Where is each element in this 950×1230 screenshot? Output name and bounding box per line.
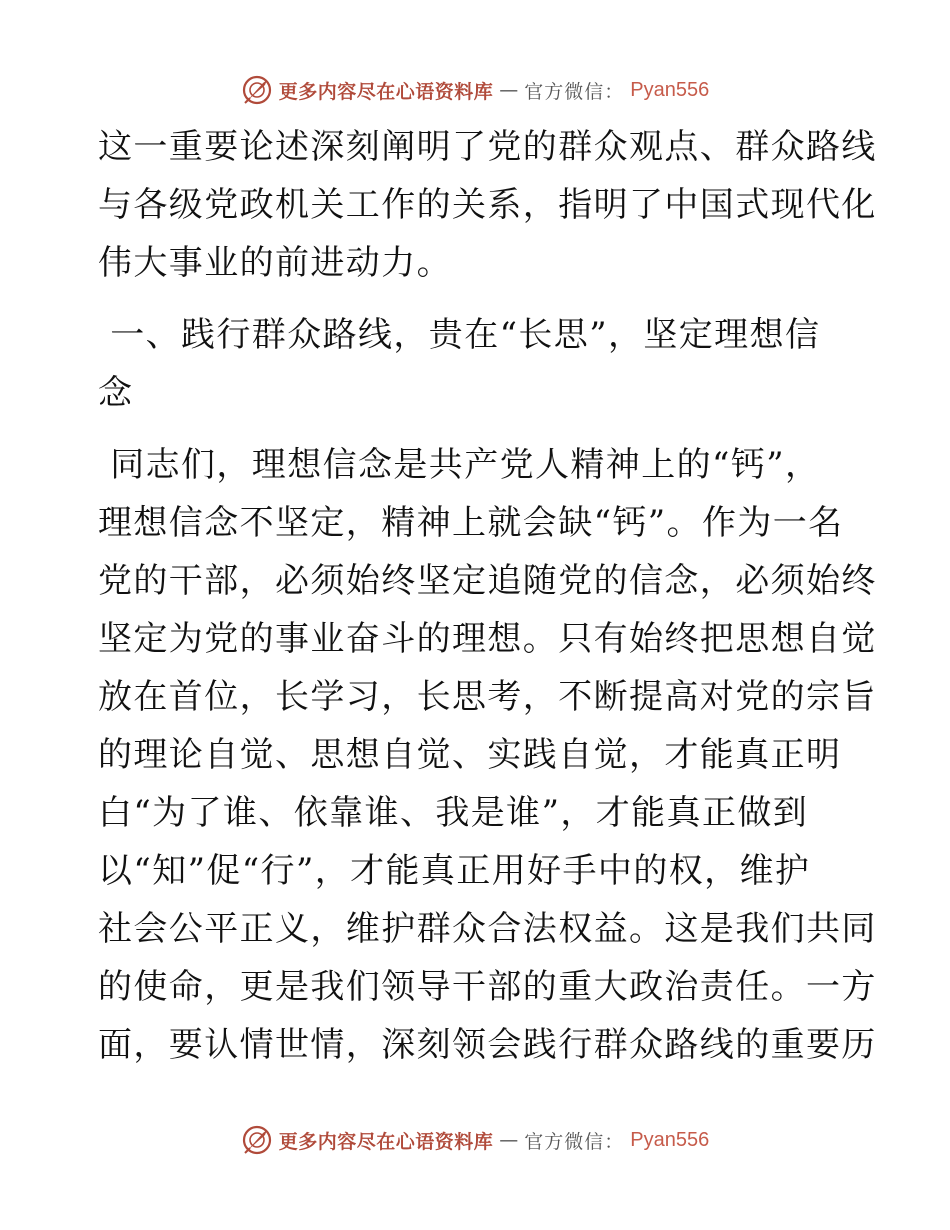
- banner-wechat-label: 官方微信：: [524, 80, 625, 103]
- banner-separator: —: [499, 1129, 519, 1151]
- text-line: 的理论自觉、思想自觉、实践自觉，才能真正明: [98, 735, 842, 775]
- quill-logo-icon: [241, 74, 273, 106]
- heading-line: 念: [98, 373, 134, 413]
- text-line: 面，要认情世情，深刻领会践行群众路线的重要历: [98, 1025, 877, 1065]
- text-line: 白“为了谁、依靠谁、我是谁”，才能真正做到: [98, 793, 809, 833]
- text-line: 社会公平正义，维护群众合法权益。这是我们共同: [98, 909, 877, 949]
- footer-banner: [0, 1120, 950, 1160]
- text-line: 党的干部，必须始终坚定追随党的信念，必须始终: [98, 561, 877, 601]
- banner-title: 更多内容尽在心语资料库: [278, 1130, 494, 1153]
- text-line: 的使命，更是我们领导干部的重大政治责任。一方: [98, 967, 877, 1007]
- banner-wechat-id: Pyan556: [630, 78, 710, 101]
- text-line: 以“知”促“行”，才能真正用好手中的权，维护: [98, 851, 811, 891]
- text-line: 理想信念不坚定，精神上就会缺“钙”。作为一名: [98, 503, 844, 543]
- text-line: 这一重要论述深刻阐明了党的群众观点、群众路线: [98, 127, 877, 167]
- text-line: 同志们，理想信念是共产党人精神上的“钙”，: [98, 445, 821, 485]
- header-banner: [0, 70, 950, 110]
- text-line: 伟大事业的前进动力。: [98, 243, 452, 283]
- banner-title: 更多内容尽在心语资料库: [278, 80, 494, 103]
- paragraph-body: [98, 436, 877, 1074]
- banner-wechat-id: Pyan556: [630, 1128, 710, 1151]
- document-body: [98, 118, 877, 1074]
- paragraph-intro: [98, 118, 877, 292]
- text-line: 坚定为党的事业奋斗的理想。只有始终把思想自觉: [98, 619, 877, 659]
- quill-logo-icon: [241, 1124, 273, 1156]
- section-heading: [98, 306, 858, 422]
- text-line: 与各级党政机关工作的关系，指明了中国式现代化: [98, 185, 877, 225]
- banner-wechat-label: 官方微信：: [524, 1130, 625, 1153]
- banner-separator: —: [499, 79, 519, 101]
- text-line: 放在首位，长学习，长思考，不断提高对党的宗旨: [98, 677, 877, 717]
- heading-line: 一、践行群众路线，贵在“长思”，坚定理想信: [98, 315, 821, 355]
